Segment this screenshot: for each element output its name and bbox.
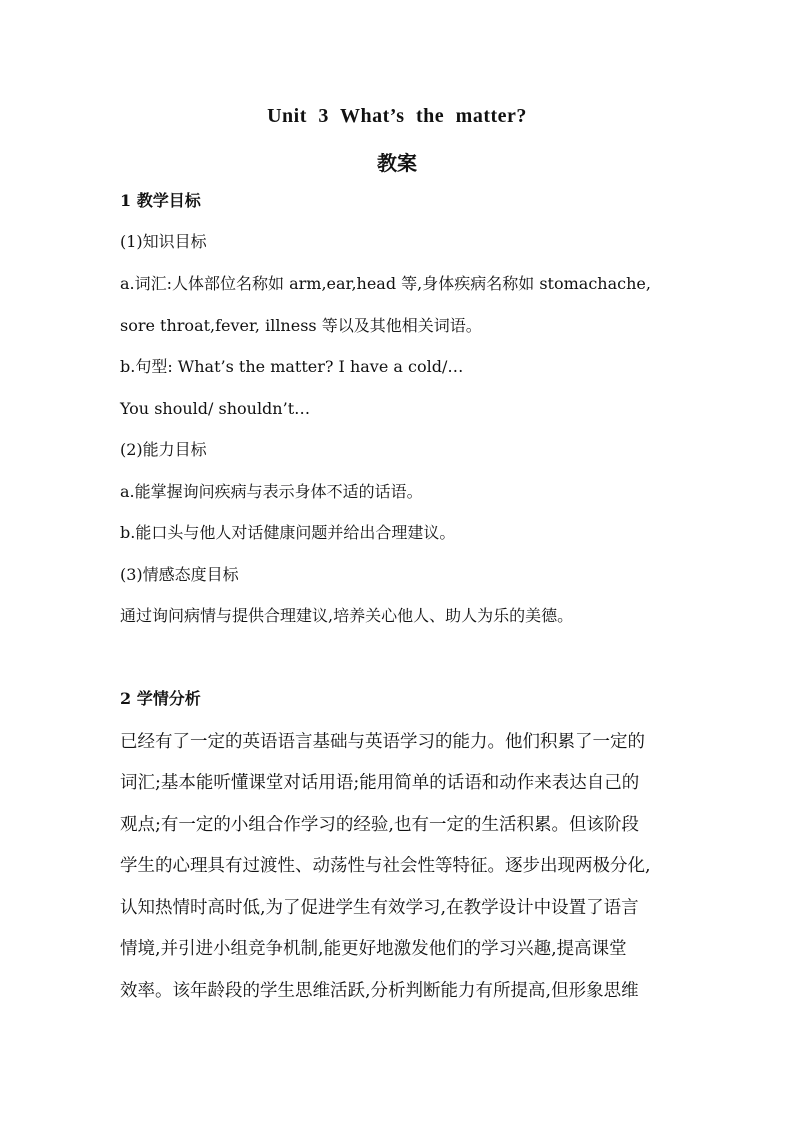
vocab-line-1: a.词汇:人体部位名称如 arm,ear,head 等,身体疾病名称如 stomachache,	[120, 274, 651, 293]
emotion-objective-text: 通过询问病情与提供合理建议,培养关心他人、助人为乐的美德。	[120, 606, 574, 625]
ability-item-b: b.能口头与他人对话健康问题并给出合理建议。	[120, 523, 456, 542]
ability-item-a: a.能掌握询问疾病与表示身体不适的话语。	[120, 482, 423, 501]
analysis-line: 词汇;基本能听懂课堂对话用语;能用简单的话语和动作来表达自己的	[120, 773, 640, 793]
analysis-line: 学生的心理具有过渡性、动荡性与社会性等特征。逐步出现两极分化,	[120, 856, 651, 876]
sentence-pattern-line-2: You should/ shouldn’t…	[120, 399, 311, 418]
document-subtitle: 教案	[377, 151, 417, 175]
ability-objective-heading: (2)能力目标	[120, 440, 207, 459]
section1-heading: 1 教学目标	[120, 191, 201, 210]
analysis-line: 认知热情时高时低,为了促进学生有效学习,在教学设计中设置了语言	[120, 898, 639, 918]
document-title: Unit 3 What’s the matter?	[267, 105, 527, 127]
vocab-line-2: sore throat,fever, illness 等以及其他相关词语。	[120, 316, 482, 335]
analysis-line: 情境,并引进小组竞争机制,能更好地激发他们的学习兴趣,提高课堂	[120, 939, 627, 959]
emotion-objective-heading: (3)情感态度目标	[120, 565, 239, 584]
analysis-line: 观点;有一定的小组合作学习的经验,也有一定的生活积累。但该阶段	[120, 815, 639, 835]
section2-heading: 2 学情分析	[120, 689, 201, 708]
analysis-line: 已经有了一定的英语语言基础与英语学习的能力。他们积累了一定的	[120, 732, 645, 752]
analysis-line: 效率。该年龄段的学生思维活跃,分析判断能力有所提高,但形象思维	[120, 981, 639, 1001]
knowledge-objective-heading: (1)知识目标	[120, 232, 207, 251]
sentence-pattern-line-1: b.句型: What’s the matter? I have a cold/…	[120, 357, 464, 376]
